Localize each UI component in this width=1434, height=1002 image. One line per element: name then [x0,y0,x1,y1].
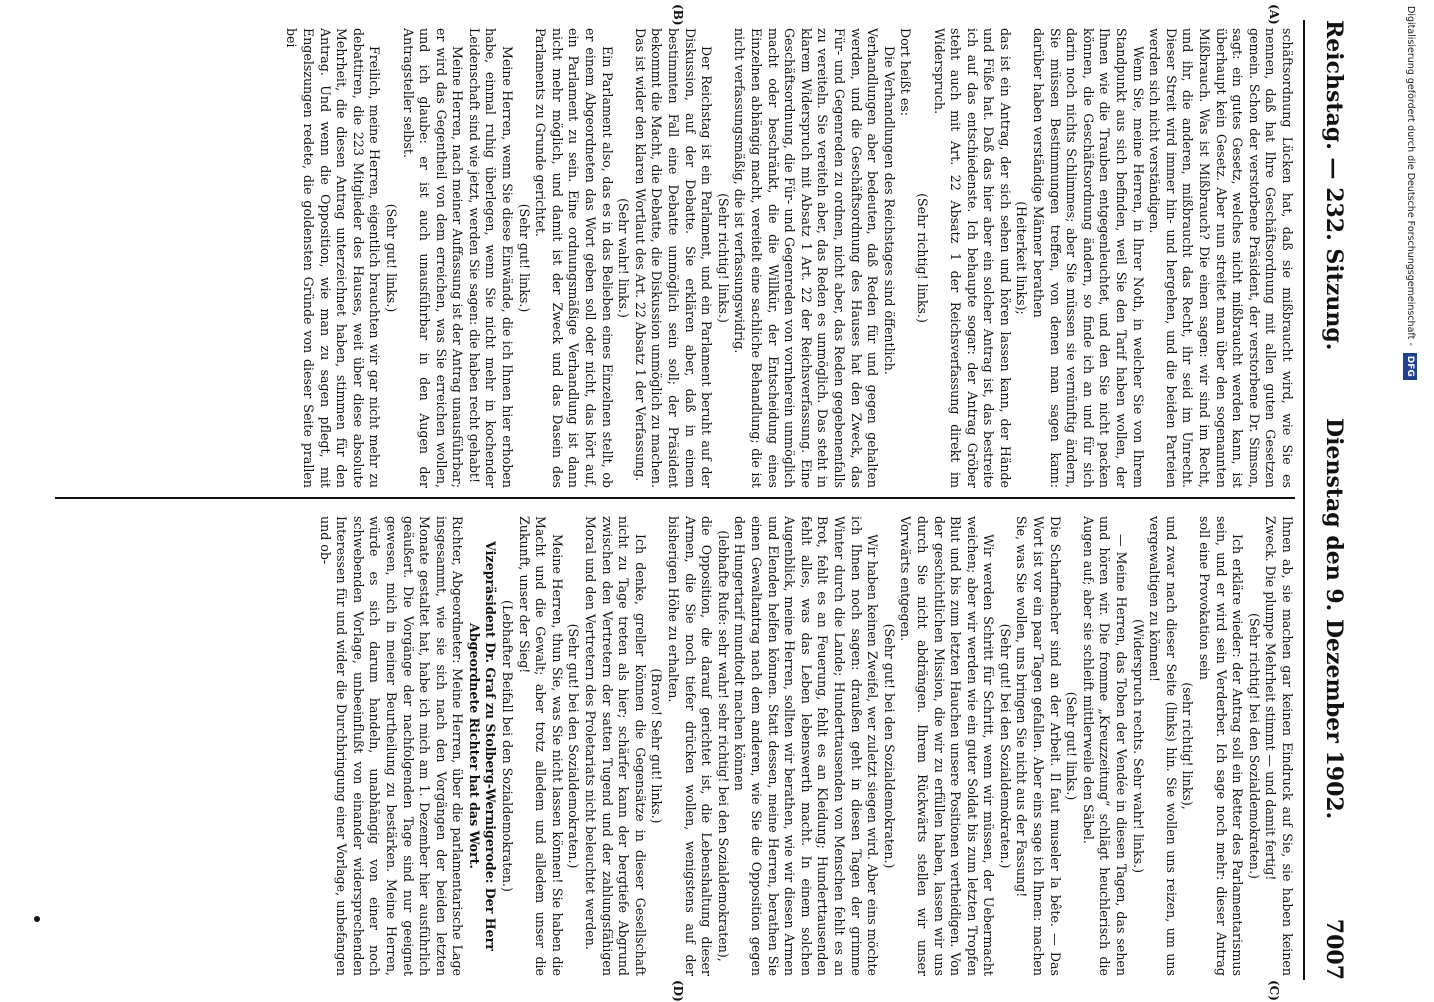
margin-marker-c: (C) [1267,980,1281,1001]
credit-text: Digitalisierung gefördert durch die Deutsche Forschungsgemeinschaft - [1405,6,1416,346]
left-column-paragraph: Freilich, meine Herren, eigentlich brauchten wir gar nicht mehr zu debattiren, die 223 Mitglieder des Hauses, weit über diese absolute Mehrheit, die diesen Antrag unterzeichnet haben, stimmen für den Antrag. Und wenn die Opposition, wie man zu sagen pflegt, mit Engelszungen redete, die goldensten Gründe von dieser Seite prallen bei [284,28,383,488]
left-column-paragraph: Wenn Sie, meine Herren, in Ihrer Noth, in welcher Sie von Ihrem Standpunkt aus sich befinden, weil Sie den Tarif haben wollen, der Ihnen wie die Trauben entgegenleuchtet, und den Sie nicht packen können, die Geschäftsordnung ändern, so finde ich an und für sich darin noch nichts Schlimmes; aber Sie müssen sie vernünftig ändern, Sie müssen Bestimmungen treffen, von denen man sagen kann: darüber haben verständige Männer berathen [1031,28,1146,488]
right-column-paragraph: (Sehr gut! links.) [1064,691,1080,801]
left-column-paragraph: (Heiterkeit links); [1014,201,1030,315]
right-column-paragraph: Wir haben keinen Zweifel, wer zuletzt siegen wird. Aber eins möchte ich Ihnen noch sagen: draußen geht in diesen Tagen der grimme Winter durch die Lande; Hunderttausenden von Menschen fehlt es an Brot, fehlt es an Feuerung, fehlt es an Kleidung; Hunderttausenden fehlt alles, was das Leben lebenswerth macht. In einem solchen Augenblick, meine Herren, sollten wir berathen, wie wir diesen Armen und Elenden helfen können. Statt dessen, meine Herren, berathen Sie einen Gewaltantrag nach dem anderen, wie Sie die Opposition gegen den Hungertarif mundtodt machen können [732,516,881,976]
left-column-paragraph: Verhandlungen aber bedeuten, daß Reden für und gegen gehalten werden, und die Geschäftsordnung des Hauses hat den Zweck, das Für- und Gegenreden zu ordnen, nicht aber, das Reden gegebenenfalls zu vereiteln. Sie vereiteln aber, das Reden es unmöglich. Das steht in klarem Widerspruch mit Absatz 1 Art. 22 der Reichsverfassung. Eine Geschäftsordnung, die Für- und Gegenreden von vornherein unmöglich macht oder beschränkt, die die Willkür, der Entscheidung eines Einzelnen abhängig macht, vereitelt eine sachliche Behandlung; die ist nicht verfassungsmäßig, die ist verfassungswidrig. [732,28,881,488]
page-number: 7007 [1321,918,1347,980]
header-left-text: Reichstag. — 232. Sitzung. [1321,20,1347,351]
right-column-paragraph: und zwar nach dieser Seite (links) hin. Sie wollen uns reizen, um uns vergewaltigen zu können! [1147,516,1179,976]
dfg-logo: DFG [1404,353,1418,380]
left-column-paragraph: Der Reichstag ist ein Parlament, und ein Parlament beruht auf der Diskussion, auf der Debatte. Sie erklären aber, daß in einem bestimmten Fall eine Debatte unmöglich sein soll; der Präsident bekommt die Macht, die Debatte, die Diskussion unmöglich zu machen. Das ist wider den klaren Wortlaut des Art. 22 Absatz 1 der Verfassung. [632,28,715,488]
margin-marker-b: (B) [671,4,685,26]
right-column-paragraph: Ich denke, greller können die Gegensätze in dieser Gesellschaft nicht zu Tage treten als hier; schärfer kann der bergtiefe Abgrund zwischen den Vertretern der satten Tugend und der zahlungsfähigen Moral und den Vertretern des Proletariats nicht beleuchtet werden. [583,516,648,976]
right-column-paragraph: Die Scharfmacher sind an der Arbeit. Il faut museler la bête. — Das Wort ist vor ein paar Tagen gefallen. Aber eins sage ich Ihnen: machen Sie, was Sie wollen, uns bringen Sie nicht aus der Fassung! [1014,516,1063,976]
right-column [55,516,1295,976]
bullet-dot [34,916,40,922]
left-column-paragraph: schäftsordnung Lücken hat, daß sie mißbraucht wird, wie Sie es nennen, daß hat Ihre Geschäftsordnung mit allen guten Gesetzen gemein. Schon der verstorbene Präsident, der verstorbene Dr. Simson, sagt: ein gutes Gesetz, welches nicht mißbraucht werden kann, ist überhaupt kein Gesetz. Aber nun streitet man über den sogenannten Mißbrauch. Was ist Mißbrauch? Die einen sagen: wir sind im Recht, und ihr, die anderen, mißbraucht das Recht, ihr seid im Unrecht. Dieser Streit wird immer hin- und hergehen, und die beiden Parteien werden sich nicht verständigen. [1147,28,1295,488]
left-column-paragraph: Ein Parlament also, das es in das Belieben eines Einzelnen stellt, ob er einem Abgeordneten das Wort geben soll oder nicht, das hört auf, ein Parlament zu sein. Eine ordnungsmäßige Verhandlung ist dann nicht mehr möglich, und damit ist der Zweck und das Dasein des Parlaments zu Grunde gerichtet. [533,28,615,488]
right-column-paragraph: (Sehr gut! bei den Sozialdemokraten.) [997,623,1013,869]
margin-marker-d: (D) [671,980,685,1002]
column-divider [55,497,1295,499]
left-column [55,28,1295,488]
right-column-paragraph: die Opposition, die darauf gerichtet ist, die Lebenshaltung dieser Armen, die Sie noch tiefer drücken wollen, wenigstens auf der bisherigen Höhe zu erhalten. [666,516,715,976]
right-column-paragraph: (Sehr gut! bei den Sozialdemokraten.) [881,623,897,869]
right-column-paragraph: (lebhafte Rufe: sehr wahr! sehr richtig! bei den Sozialdemokraten), [715,530,731,962]
right-column-paragraph: (Bravo! Sehr gut! links.) [649,668,665,824]
right-column-paragraph: Ihnen ab, sie machen gar keinen Eindruck auf Sie, sie haben keinen Zweck. Die plumpe Mehrheit stimmt — und damit fertig! [1263,516,1295,976]
header-rule [1303,20,1305,980]
page-header [1307,20,1347,980]
right-column-paragraph: Meine Herren, thun Sie, was Sie nicht lassen können! Sie haben die Macht und die Gewalt; aber trotz alledem und alledem unser die Zukunft, unser der Sieg! [516,516,565,976]
right-column-paragraph: Ich erkläre wieder: der Antrag soll ein Retter des Parlamentarismus sein, und er wird sein Verderber. Ich sage noch mehr: dieser Antrag soll eine Provokation sein [1197,516,1246,976]
right-column-paragraph: (sehr richtig! links), [1180,682,1196,810]
header-date: Dienstag den 9. Dezember 1902. [1321,418,1347,820]
right-column-paragraph: Vizepräsident Dr. Graf zu Stolberg-Wernigerode: Der Herr Abgeordnete Richter hat das Wort. [466,541,499,951]
right-column-paragraph: (Sehr richtig! bei den Sozialdemokraten.) [1246,613,1262,879]
left-column-paragraph: (Sehr wahr! links.) [616,198,632,318]
left-column-paragraph: Dort heißt es: [898,28,914,116]
left-column-paragraph: Die Verhandlungen des Reichstages sind öffentlich. [881,46,897,375]
left-column-paragraph: (Sehr richtig! links.) [715,193,731,323]
right-column-paragraph: (Sehr gut! bei den Sozialdemokraten.) [566,623,582,869]
margin-marker-a: (A) [1267,4,1281,25]
right-column-paragraph: — Meine Herren, das Toben der Vendée in diesen Tagen, das sehen und hören wir. Die fromme „Kreuzzeitung“ schlägt heuchlerisch die Augen auf; aber sie schleift mittlerweile den Säbel. [1080,516,1130,976]
right-column-paragraph: (Widerspruch rechts. Sehr wahr! links.) [1130,618,1146,874]
left-column-paragraph: (Sehr gut! links.) [516,203,532,313]
newspaper-page [25,0,1385,1000]
right-column-paragraph: Richter, Abgeordneter: Meine Herren, über die parlamentarische Lage insgesammt, wie sie sich nach den Vorgängen der beiden letzten Monate gestaltet hat, habe ich mich am 1. Dezember hier ausführlich geäußert. Die Vorgänge der nachfolgenden Tage sind nur geeignet gewesen, mich in meiner Beurtheilung zu bestärken. Meine Herren, würde es sich darum handeln, unabhängig von einer noch schwebenden Vorlage, unbeeinflußt von einander widersprechenden Interessen für und wider die Durchbringung einer Vorlage, unbefangen und ob- [317,516,466,976]
right-column-paragraph: Wir werden Schritt für Schritt, wenn wir müssen, der Uebermacht weichen; aber wir werden wie ein guter Soldat bis zum letzten Tropfen Blut und bis zum letzten Hauchen unsere Positionen vertheidigen. Von der geschichtlichen Mission, die wir zu erfüllen haben, lassen wir uns durch Sie nicht abdrängen. Ihrem Rückwärts stellen wir unser Vorwärts entgegen. [898,516,997,976]
digitization-credit [1400,6,1430,996]
right-column-paragraph: (Lebhafter Beifall bei den Sozialdemokraten.) [500,600,516,892]
left-column-paragraph: (Sehr gut! links.) [383,203,399,313]
left-column-paragraph: (Sehr richtig! links.) [914,193,930,323]
left-column-paragraph: Meine Herren, nach meiner Auffassung ist der Antrag unausführbar; er wird das Gegentheil von dem erreichen, was Sie erreichen wollen, und ich glaube: er ist auch unausführbar in den Augen der Antragsteller selbst. [400,28,466,488]
header-session [1321,20,1347,819]
left-column-paragraph: Meine Herren, wenn Sie diese Einwände, die ich Ihnen hier erhoben habe, einmal ruhig überlegen, wenn Sie nicht mehr in kochender Leidenschaft sind wie jetzt, werden Sie sagen: die haben recht gehabt! [466,28,516,488]
left-column-paragraph: das ist ein Antrag, der sich sehen und hören lassen kann, der Hände und Füße hat. Daß das hier aber ein solcher Antrag ist, das bestreite ich auf das entschiedenste. Ich behaupte sogar: der Antrag Gröber steht auch mit Art. 22 Absatz 1 der Reichsverfassung direkt im Widerspruch. [931,28,1013,488]
